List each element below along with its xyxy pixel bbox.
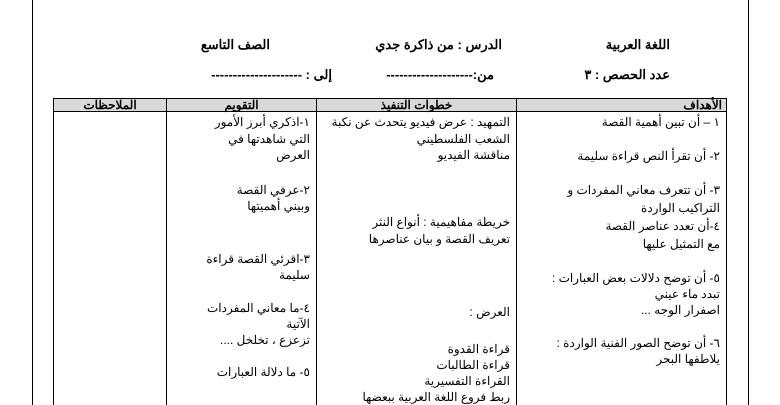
lesson-label: الدرس : من ذاكرة جدي <box>375 37 502 52</box>
step-item: العرض : <box>469 305 510 319</box>
objective-item: يلاطفها البحر <box>656 352 720 366</box>
evaluation-item: سليمة <box>278 268 310 282</box>
evaluation-item: العرض <box>276 148 310 162</box>
step-item: الشعب الفلسطيني <box>416 132 510 146</box>
page-border-left <box>32 0 33 405</box>
table-row <box>54 112 727 405</box>
evaluation-item: ٢-عرفي القصة <box>236 183 310 197</box>
objective-item: تبدد ماء عيني <box>654 287 720 301</box>
objective-item: ٥- أن توضح دلالات بعض العبارات : <box>551 271 720 285</box>
notes-cell <box>54 112 167 405</box>
date-from-field: من:-------------------- <box>386 67 494 82</box>
evaluation-header: التقويم <box>167 99 317 112</box>
objective-item: اصفرار الوجه ... <box>640 303 720 317</box>
step-item: القراءة التفسيرية <box>424 374 510 388</box>
evaluation-item: ٤-ما معاني المفردات <box>206 301 310 315</box>
evaluation-item: التي شاهدتها في <box>228 132 310 146</box>
table-header-row <box>54 99 727 112</box>
objective-item: ٤-أن تعدد عناصر القصة <box>605 219 720 233</box>
page-border-right <box>748 0 749 405</box>
step-item: التمهيد : عرض فيديو يتحدث عن نكبة <box>331 115 510 129</box>
objective-item: ٦- أن توضح الصور الفنية الواردة : <box>556 336 720 350</box>
objective-item: التراكيب الواردة <box>641 201 720 215</box>
steps-cell <box>317 112 517 405</box>
evaluation-cell <box>167 112 317 405</box>
evaluation-item: وبيني أهميتها <box>247 199 310 213</box>
step-item: ربط فروع اللغة العربية ببعضها <box>362 390 510 404</box>
periods-label: عدد الحصص : ٣ <box>584 67 670 82</box>
date-to-field: إلى : --------------------- <box>211 67 332 82</box>
grade-label: الصف التاسع <box>200 37 270 52</box>
evaluation-item: ٥- ما دلالة العبارات <box>216 365 310 379</box>
step-item: مناقشة الفيديو <box>437 148 510 162</box>
step-item: قراءة القدوة <box>447 342 510 356</box>
subject-label: اللغة العربية <box>605 37 670 52</box>
steps-header: خطوات التنفيذ <box>317 99 517 112</box>
step-item: تعريف القصة و بيان عناصرها <box>368 232 510 246</box>
step-item: خريطة مفاهيمية : أنواع النثر <box>372 215 510 229</box>
evaluation-item: الآتية <box>286 317 310 331</box>
notes-header: الملاحظات <box>54 99 167 112</box>
evaluation-item: ٣-اقرئي القصة قراءة <box>206 252 310 266</box>
objectives-cell <box>517 112 727 405</box>
objective-item: ٢- أن تقرأ النص قراءة سليمة <box>577 149 720 163</box>
step-item: قراءة الطالبات <box>436 358 510 372</box>
evaluation-item: ١-اذكري أبرز الأمور <box>214 115 310 129</box>
objective-item: ٣- أن تتعرف معاني المفردات و <box>567 183 720 197</box>
evaluation-item: تزعزع ، تخلخل .... <box>219 333 310 347</box>
lesson-plan-table <box>53 98 727 405</box>
objective-item: مع التمثيل عليها <box>642 237 720 251</box>
objectives-header: الأهداف <box>517 99 727 112</box>
objective-item: ١ – أن تبين أهمية القصة <box>601 115 720 129</box>
